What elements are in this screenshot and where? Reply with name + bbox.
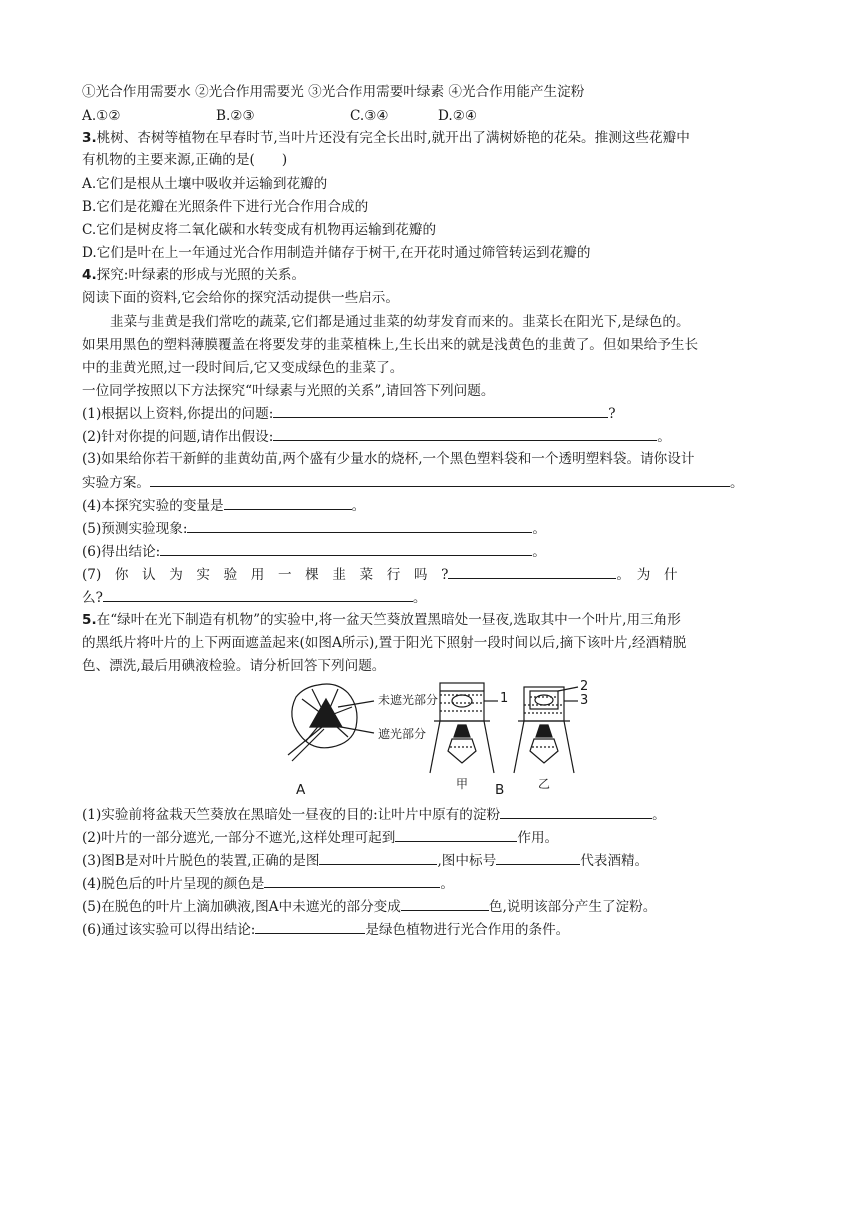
q4-answer-blank-5[interactable] [187, 518, 532, 533]
label-number-2: 2 [580, 679, 589, 694]
q4-answer-blank-7a[interactable] [448, 564, 616, 579]
q5-sub-5: (5)在脱色的叶片上滴加碘液,图A中未遮光的部分变成 色,说明该部分产生了淀粉。 [82, 896, 656, 916]
q4-passage-line-2: 如果用黑色的塑料薄膜覆盖在将要发芽的韭菜植株上,生长出来的就是浅黄色的韭黄了。但如果给予生长 [82, 337, 699, 353]
label-number-1: 1 [500, 691, 509, 706]
q4-title: 4.探究:叶绿素的形成与光照的关系。 [82, 267, 306, 283]
q3-number: 3. [82, 130, 97, 146]
q5-answer-blank-2[interactable] [395, 827, 517, 842]
q4-intro: 阅读下面的资料,它会给你的探究活动提供一些启示。 [82, 290, 399, 306]
q4-answer-blank-2[interactable] [273, 426, 657, 441]
q5-sub-3: (3)图B是对叶片脱色的装置,正确的是图 ,图中标号 代表酒精。 [82, 850, 648, 870]
q4-sub-4: (4)本探究实验的变量是 。 [82, 495, 365, 515]
q4-sub-1: (1)根据以上资料,你提出的问题: ? [82, 403, 616, 423]
label-jia: 甲 [456, 777, 469, 791]
q4-answer-blank-4[interactable] [224, 495, 352, 510]
q2-option-d: D.②④ [438, 108, 478, 124]
q2-option-c: C.③④ [350, 108, 389, 124]
q5-answer-blank-1[interactable] [500, 804, 652, 819]
q4-answer-blank-1[interactable] [273, 403, 608, 418]
beaker-yi [514, 687, 578, 773]
q5-sub-4: (4)脱色后的叶片呈现的颜色是 。 [82, 873, 454, 893]
q4-sub-2: (2)针对你提的问题,请作出假设: 。 [82, 426, 671, 446]
q5-number: 5. [82, 612, 97, 628]
q4-answer-blank-3[interactable] [150, 472, 730, 487]
q4-number: 4. [82, 267, 97, 283]
q5-answer-blank-6[interactable] [255, 919, 365, 934]
q2-statements: ①光合作用需要水 ②光合作用需要光 ③光合作用需要叶绿素 ④光合作用能产生淀粉 [82, 84, 585, 100]
q4-passage-line-3: 中的韭黄光照,过一段时间后,它又变成绿色的韭菜了。 [82, 360, 404, 376]
q3-option-a: A.它们是根从土壤中吸收并运输到花瓣的 [82, 176, 328, 192]
q5-stem-line-2: 的黑纸片将叶片的上下两面遮盖起来(如图A所示),置于阳光下照射一段时间以后,摘下该叶片,经酒精脱 [82, 635, 687, 651]
q4-answer-blank-7b[interactable] [103, 587, 413, 602]
label-unshaded: 未遮光部分 [378, 693, 439, 707]
q4-sub-3-line-1: (3)如果给你若干新鲜的韭黄幼苗,两个盛有少量水的烧杯,一个黑色塑料袋和一个透明塑料袋。请你设计 [82, 451, 695, 467]
q5-answer-blank-3b[interactable] [496, 850, 580, 865]
q5-answer-blank-5[interactable] [401, 896, 489, 911]
label-yi: 乙 [538, 777, 551, 791]
q3-option-b: B.它们是花瓣在光照条件下进行光合作用合成的 [82, 199, 369, 215]
q2-option-a: A.①② [82, 108, 121, 124]
q5-stem-line-1: 5.在“绿叶在光下制造有机物”的实验中,将一盆天竺葵放置黑暗处一昼夜,选取其中一个叶片,用三角形 [82, 612, 681, 628]
q4-answer-blank-6[interactable] [160, 541, 532, 556]
q4-sub-3-line-2: 实验方案。 。 [82, 472, 744, 492]
q3-option-c: C.它们是树皮将二氧化碳和水转变成有机物再运输到花瓣的 [82, 222, 437, 238]
q5-answer-blank-3a[interactable] [319, 850, 437, 865]
q2-options [82, 106, 477, 126]
q5-sub-6: (6)通过该实验可以得出结论: 是绿色植物进行光合作用的条件。 [82, 919, 569, 939]
label-shaded: 遮光部分 [378, 727, 427, 741]
figure-drawing [282, 677, 622, 795]
q3-stem-line-1: 3.桃树、杏树等植物在早春时节,当叶片还没有完全长出时,就开出了满树娇艳的花朵。推测这些花瓣中 [82, 130, 690, 146]
q4-sub-7-line-2: 么? 。 [82, 587, 426, 607]
q4-sub-5: (5)预测实验现象: 。 [82, 518, 546, 538]
q5-sub-1: (1)实验前将盆栽天竺葵放在黑暗处一昼夜的目的:让叶片中原有的淀粉 。 [82, 804, 666, 824]
q5-answer-blank-4[interactable] [264, 873, 440, 888]
experiment-figure [282, 677, 622, 795]
q2-option-b: B.②③ [216, 108, 255, 124]
caption-b: B [495, 782, 505, 798]
q4-sub-6: (6)得出结论: 。 [82, 541, 546, 561]
label-number-3: 3 [580, 693, 589, 708]
leaf-illustration [288, 684, 374, 761]
q5-stem-line-3: 色、漂洗,最后用碘液检验。请分析回答下列问题。 [82, 658, 386, 674]
q4-sub-7-line-1: (7) 你 认 为 实 验 用 一 棵 韭 菜 行 吗 ? 。 为 什 [82, 564, 678, 584]
caption-a: A [296, 782, 306, 798]
beaker-jia [430, 683, 498, 773]
q5-sub-2: (2)叶片的一部分遮光,一部分不遮光,这样处理可起到 作用。 [82, 827, 558, 847]
q4-lead: 一位同学按照以下方法探究“叶绿素与光照的关系”,请回答下列问题。 [82, 383, 495, 399]
q4-passage-line-1: 韭菜与韭黄是我们常吃的蔬菜,它们都是通过韭菜的幼芽发育而来的。韭菜长在阳光下,是绿色的。 [110, 314, 690, 330]
q3-option-d: D.它们是叶在上一年通过光合作用制造并储存于树干,在开花时通过筛管转运到花瓣的 [82, 245, 591, 261]
q3-stem-line-2: 有机物的主要来源,正确的是( ) [82, 152, 288, 168]
